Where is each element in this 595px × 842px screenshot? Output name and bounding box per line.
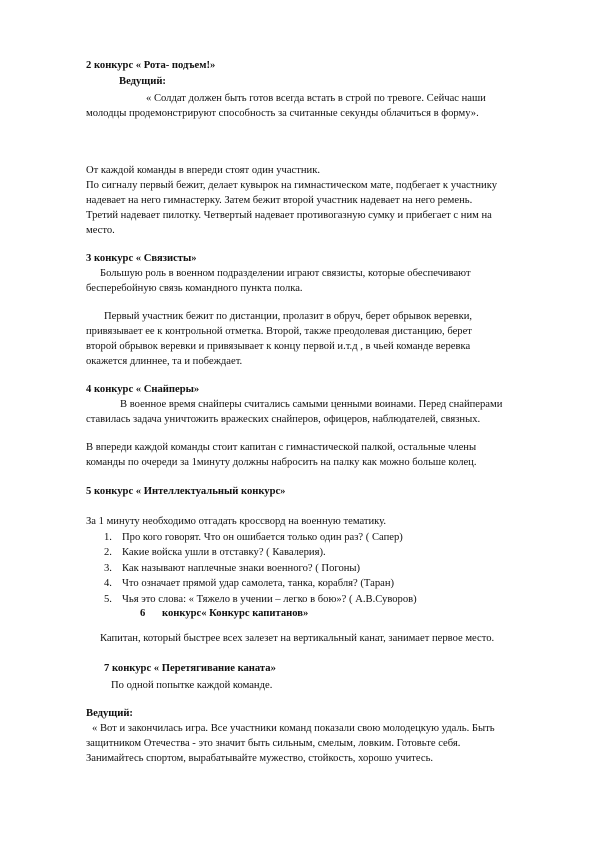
- contest-5-intro: За 1 минуту необходимо отгадать кроссворд на военную тематику.: [86, 516, 387, 527]
- list-item: 3. Как называют наплечные знаки военного? ( Погоны): [104, 562, 361, 574]
- contest-2-text-5: место.: [86, 225, 115, 236]
- host-quote-line-2: молодцы продемонстрируют способность за считанные секунды облачиться в форму».: [86, 108, 479, 119]
- final-text-1: « Вот и закончилась игра. Все участники команд показали свою молодецкую удаль. Быть: [92, 723, 495, 734]
- list-item: 2. Какие войска ушли в отставку? ( Кавалерия).: [104, 547, 326, 559]
- contest-3-title: 3 конкурс « Связисты»: [86, 253, 197, 264]
- list-item: 5. Чья это слова: « Тяжело в учении – легко в бою»? ( А.В.Суворов): [104, 593, 417, 605]
- host-label: Ведущий:: [119, 76, 166, 87]
- final-text-3: Занимайтесь спортом, вырабатывайте мужество, стойкость, хорошо учитесь.: [86, 753, 434, 764]
- contest-2-text-3: надевает на него гимнастерку. Затем бежит второй участник надевает на него ремень.: [86, 195, 473, 206]
- contest-3-para-b-3: второй обрывок веревки и привязывает к концу первой и.т.д , в чьей команде веревка: [86, 341, 471, 352]
- final-text-2: защитником Отечества - это значит быть сильным, смелым, ловким. Готовьте себя.: [86, 738, 461, 749]
- contest-3-para-b-4: окажется длиннее, та и побеждает.: [86, 356, 243, 367]
- quiz-list: [104, 530, 535, 607]
- contest-4-para-a-1: В военное время снайперы считались самыми ценными воинами. Перед снайперами: [120, 399, 503, 410]
- final-host-label: Ведущий:: [86, 708, 133, 719]
- contest-4-para-a-2: ставилась задача уничтожить вражеских снайперов, офицеров, наблюдателей, связных.: [86, 414, 481, 425]
- contest-7-title: 7 конкурс « Перетягивание каната»: [104, 663, 276, 674]
- contest-3-para-b-1: Первый участник бежит по дистанции, пролазит в обруч, берет обрывок веревки,: [104, 311, 473, 322]
- contest-3-para-a-2: бесперебойную связь командного пункта полка.: [86, 283, 303, 294]
- contest-4-para-b-2: команды по очереди за 1минуту должны набросить на палку как можно больше колец.: [86, 457, 477, 468]
- contest-2-text-2: По сигналу первый бежит, делает кувырок на гимнастическом мате, подбегает к участнику: [86, 180, 498, 191]
- contest-4-title: 4 конкурс « Снайперы»: [86, 384, 200, 395]
- contest-2-text-1: От каждой команды в впереди стоят один участник.: [86, 165, 320, 176]
- contest-5-title: 5 конкурс « Интеллектуальный конкурс»: [86, 486, 286, 497]
- list-item: 4. Что означает прямой удар самолета, танка, корабля? (Таран): [104, 578, 395, 590]
- contest-2-text-4: Третий надевает пилотку. Четвертый надевает противогазную сумку и прибегает с ним на: [86, 210, 492, 221]
- contest-6-text: Капитан, который быстрее всех залезет на вертикальный канат, занимает первое место.: [100, 633, 495, 644]
- contest-4-para-b-1: В впереди каждой команды стоит капитан с гимнастической палкой, остальные члены: [86, 442, 477, 453]
- contest-7-text: По одной попытке каждой команде.: [111, 680, 273, 691]
- host-quote-line-1: « Солдат должен быть готов всегда встать в строй по тревоге. Сейчас наши: [146, 93, 486, 104]
- contest-2-title: 2 конкурс « Рота- подъем!»: [86, 60, 216, 71]
- contest-3-para-b-2: привязывает ее к контрольной отметка. Второй, также преодолевая дистанцию, берет: [86, 326, 472, 337]
- contest-6-title: 6 конкурс« Конкурс капитанов»: [140, 608, 309, 619]
- list-item: 1. Про кого говорят. Что он ошибается только один раз? ( Сапер): [104, 532, 403, 543]
- contest-3-para-a-1: Большую роль в военном подразделении играют связисты, которые обеспечивают: [100, 268, 471, 279]
